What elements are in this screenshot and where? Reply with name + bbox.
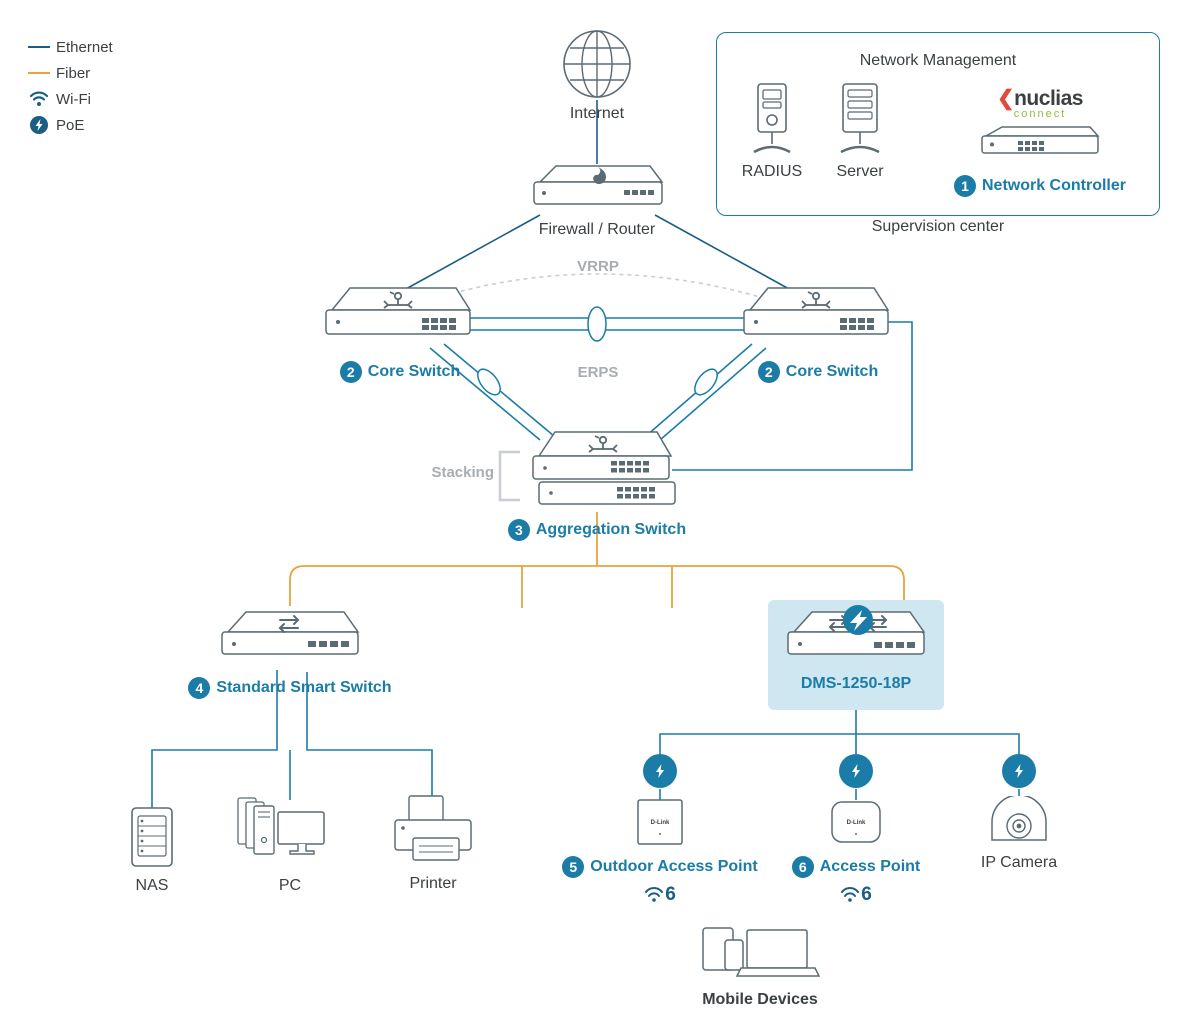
outdoor-ap-step-number: 5 (562, 856, 584, 878)
supervision-center-caption-wrap (716, 218, 1160, 236)
outdoor-ap-label-row (560, 856, 760, 878)
legend-label: Wi-Fi (56, 90, 91, 108)
radius-label: RADIUS (741, 163, 803, 180)
server-label: Server (836, 163, 884, 180)
aggregation-switch-label-row (497, 519, 697, 541)
dms-switch-label: DMS-1250-18P (800, 675, 912, 692)
core-switch-icon (736, 282, 900, 348)
outdoor-ap-device-wrap (560, 796, 760, 848)
legend-item-fiber (22, 60, 113, 86)
outdoor-ap-poe-wrap (560, 754, 760, 788)
legend-item-ethernet (22, 34, 113, 60)
wifi-icon (841, 886, 859, 904)
node-access-point (772, 754, 940, 906)
ip-camera-label: IP Camera (980, 854, 1058, 871)
core-switch-right-label: Core Switch (785, 363, 879, 381)
camera-poe-wrap (949, 754, 1089, 788)
node-nas (102, 804, 202, 895)
nas-icon (122, 804, 182, 872)
smart-switch-label-row (170, 677, 410, 699)
node-ip-camera (949, 754, 1089, 872)
smart-switch-label: Standard Smart Switch (216, 679, 392, 697)
smart-switch-icon (212, 604, 368, 666)
globe-icon (561, 28, 633, 100)
node-pc (228, 790, 352, 895)
node-standard-smart-switch (170, 604, 410, 699)
node-internet (540, 28, 654, 123)
ap-label-row (772, 856, 940, 878)
core-switch-right-label-row (718, 361, 918, 383)
core-switch-right-step-number: 2 (758, 361, 780, 383)
network-management-title: Network Management (859, 52, 1017, 69)
access-point-label: Access Point (819, 858, 921, 876)
legend-item-wifi (22, 86, 113, 112)
erps-label: ERPS (577, 364, 619, 381)
ap-device-wrap (772, 796, 940, 848)
access-point-icon (826, 796, 886, 848)
legend (22, 34, 113, 138)
dms-poe-switch-icon (778, 604, 934, 664)
node-aggregation-switch (497, 420, 697, 541)
printer-icon (387, 790, 479, 870)
supervision-center-caption: Supervision center (871, 218, 1005, 235)
node-mobile-devices (640, 920, 880, 1009)
outdoor-ap-icon (634, 796, 686, 848)
line-icon (22, 46, 56, 48)
core-switch-left-step-number: 2 (340, 361, 362, 383)
wifi-icon (22, 91, 56, 107)
erps-label-wrap (548, 364, 648, 382)
aggregation-switch-icon (507, 420, 687, 512)
ip-camera-icon (988, 796, 1050, 846)
core-switch-icon (318, 282, 482, 348)
ap-wifi-wrap (772, 884, 940, 906)
stacking-label: Stacking (431, 464, 494, 481)
poe-bolt-icon (1002, 754, 1036, 788)
node-radius (722, 82, 822, 181)
core-switch-left-label-row (300, 361, 500, 383)
pc-label: PC (278, 877, 302, 894)
nuclias-brand: ❮nuclias (997, 87, 1083, 110)
outdoor-ap-label: Outdoor Access Point (590, 858, 758, 876)
pc-icon (232, 790, 348, 872)
core-switch-left-label: Core Switch (367, 363, 461, 381)
mobile-devices-icon (685, 920, 835, 986)
firewall-router-label: Firewall / Router (538, 221, 656, 238)
poe-bolt-icon (643, 754, 677, 788)
line-icon (22, 72, 56, 74)
controller-step-number: 1 (954, 175, 976, 197)
svg-text:D-Link: D-Link (650, 820, 670, 826)
radius-server-icon (744, 82, 800, 158)
vrrp-label-wrap (548, 258, 648, 276)
access-point-step-number: 6 (792, 856, 814, 878)
node-dms-switch (768, 604, 944, 693)
legend-label: PoE (56, 116, 85, 134)
node-printer (375, 790, 491, 893)
nas-label: NAS (135, 877, 169, 894)
legend-label: Ethernet (56, 38, 113, 56)
legend-label: Fiber (56, 64, 91, 82)
node-core-switch-left (300, 282, 500, 383)
smart-switch-step-number: 4 (188, 677, 210, 699)
poe-bolt-icon (22, 115, 56, 135)
mobile-devices-label: Mobile Devices (702, 991, 818, 1008)
nuclias-logo (930, 88, 1150, 120)
node-outdoor-access-point (560, 754, 760, 906)
aggregation-switch-step-number: 3 (508, 519, 530, 541)
poe-bolt-icon (839, 754, 873, 788)
access-point-wifi-generation: 6 (861, 884, 871, 905)
outdoor-ap-wifi-generation: 6 (665, 884, 675, 905)
legend-item-poe (22, 112, 113, 138)
vrrp-label: VRRP (577, 258, 619, 275)
controller-appliance-icon (974, 124, 1106, 168)
svg-text:D-Link: D-Link (846, 820, 866, 826)
stacking-label-wrap (390, 464, 494, 482)
camera-device-wrap (949, 796, 1089, 846)
node-core-switch-right (718, 282, 918, 383)
outdoor-ap-wifi-wrap (560, 884, 760, 906)
node-firewall-router (497, 160, 697, 239)
node-network-controller (930, 88, 1150, 197)
firewall-router-icon (522, 160, 672, 216)
node-server (812, 82, 908, 181)
nuclias-brand-sub: connect (1013, 108, 1067, 120)
wifi-icon (645, 886, 663, 904)
controller-label-row (930, 175, 1150, 197)
internet-label: Internet (569, 105, 625, 122)
server-icon (829, 82, 891, 158)
aggregation-switch-label: Aggregation Switch (535, 521, 687, 539)
controller-label: Network Controller (981, 177, 1126, 195)
ap-poe-wrap (772, 754, 940, 788)
printer-label: Printer (409, 875, 457, 892)
